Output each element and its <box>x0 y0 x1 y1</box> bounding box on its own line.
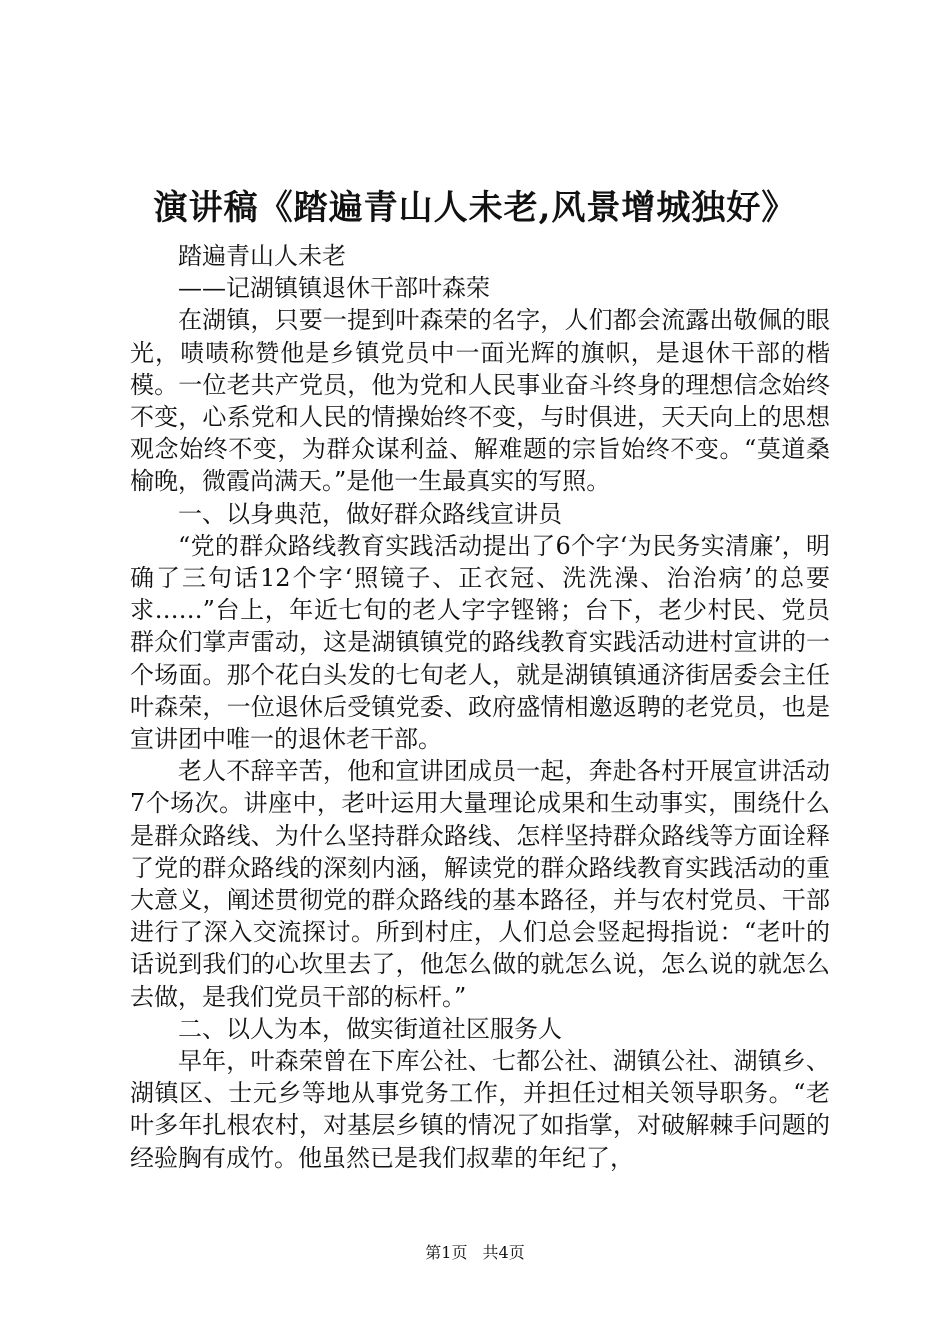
document-body <box>130 240 830 1174</box>
paragraph: 老人不辞辛苦，他和宣讲团成员一起，奔赴各村开展宣讲活动7个场次。讲座中，老叶运用大量理论成果和生动事实，围绕什么是群众路线、为什么坚持群众路线、怎样坚持群众路线等方面诠释了党的群众路线的深刻内涵，解读党的群众路线教育实践活动的重大意义，阐述贯彻党的群众路线的基本路径，并与农村党员、干部进行了深入交流探讨。所到村庄，人们总会竖起拇指说：“老叶的话说到我们的心坎里去了，他怎么做的就怎么说，怎么说的就怎么去做，是我们党员干部的标杆。” <box>130 757 830 1011</box>
page-footer <box>0 1242 950 1264</box>
paragraph: 在湖镇，只要一提到叶森荣的名字，人们都会流露出敬佩的眼光，啧啧称赞他是乡镇党员中一面光辉的旗帜，是退休干部的楷模。一位老共产党员，他为党和人民事业奋斗终身的理想信念始终不变，心系党和人民的情操始终不变，与时俱进，天天向上的思想观念始终不变，为群众谋利益、解难题的宗旨始终不变。“莫道桑榆晚，微霞尚满天。”是他一生最真实的写照。 <box>130 306 830 496</box>
paragraph: 早年，叶森荣曾在下库公社、七都公社、湖镇公社、湖镇乡、湖镇区、士元乡等地从事党务工作，并担任过相关领导职务。“老叶多年扎根农村，对基层乡镇的情况了如指掌，对破解棘手问题的经验胸有成竹。他虽然已是我们叔辈的年纪了， <box>130 1047 830 1172</box>
section-heading: 一、以身典范，做好群众路线宣讲员 <box>178 499 562 528</box>
document-title: 演讲稿《踏遍青山人未老,风景增城独好》 <box>153 188 797 228</box>
page-number: 第1页 <box>425 1243 468 1262</box>
paragraph: “党的群众路线教育实践活动提出了6个字‘为民务实清廉’，明确了三句话12个字‘照镜子、正衣冠、洗洗澡、治治病’的总要求……”台上，年近七旬的老人字字铿锵；台下，老少村民、党员群众们掌声雷动，这是湖镇镇党的路线教育实践活动进村宣讲的一个场面。那个花白头发的七旬老人，就是湖镇镇通济街居委会主任叶森荣，一位退休后受镇党委、政府盛情相邀返聘的老党员，也是宣讲团中唯一的退休老干部。 <box>130 531 830 754</box>
byline: ——记湖镇镇退休干部叶森荣 <box>178 274 490 303</box>
subtitle: 踏遍青山人未老 <box>178 242 346 270</box>
page-total: 共4页 <box>482 1243 525 1262</box>
section-heading: 二、以人为本，做实街道社区服务人 <box>178 1014 562 1043</box>
